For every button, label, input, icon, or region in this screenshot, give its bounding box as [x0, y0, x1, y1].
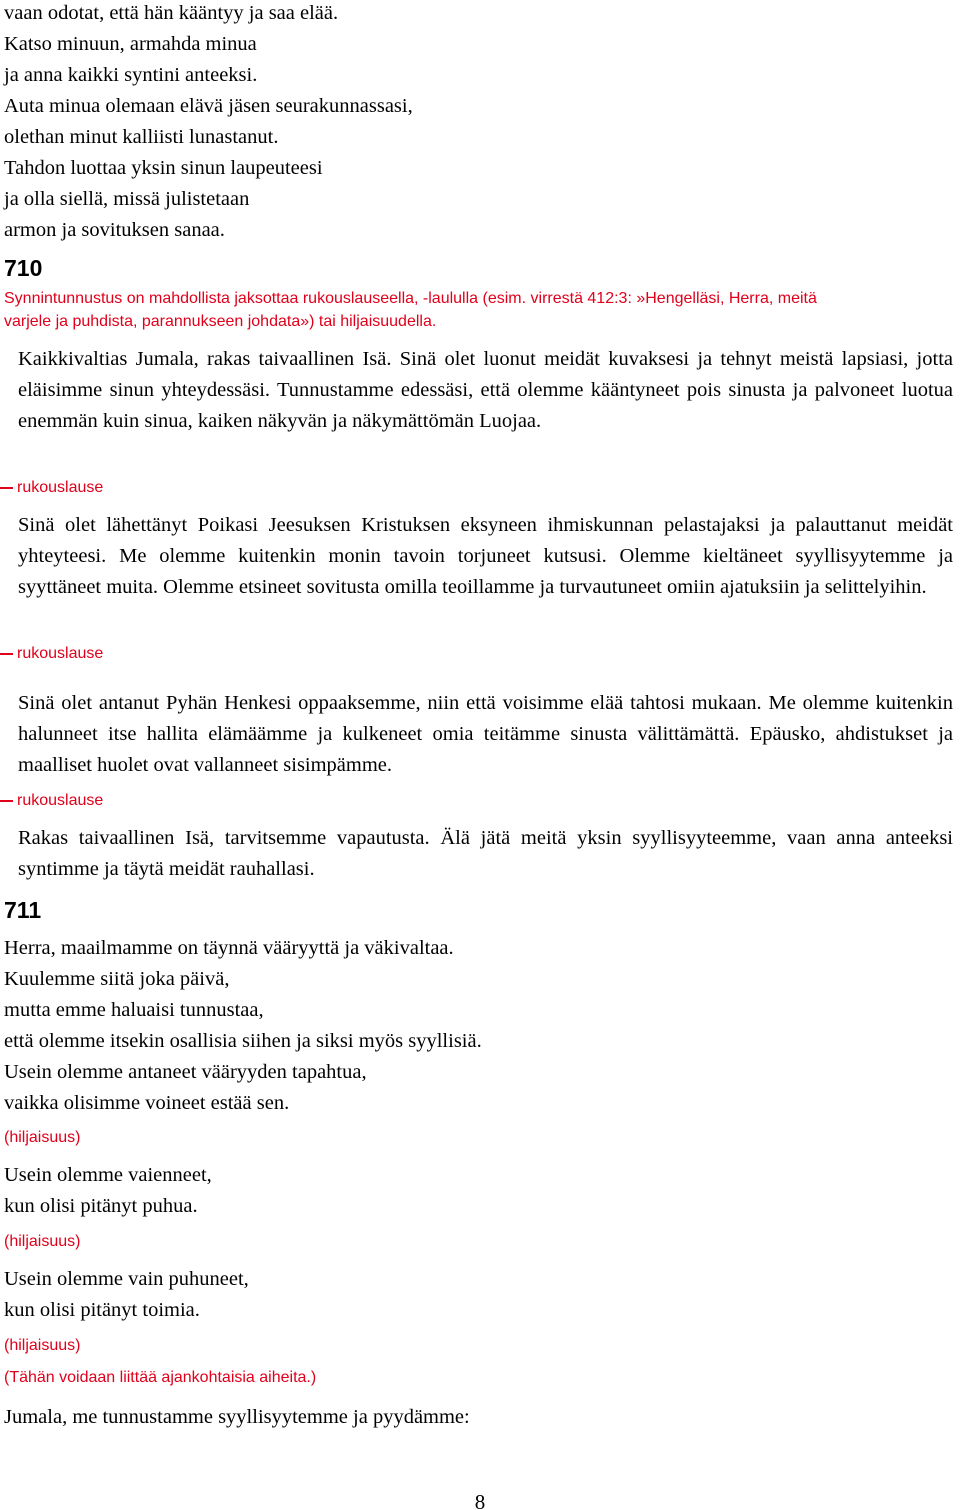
rubric-label: rukouslause [17, 479, 104, 496]
rubric-prayer-phrase [0, 645, 103, 663]
text-line: ja anna kaikki syntini anteeksi. [4, 64, 258, 86]
text-line: armon ja sovituksen sanaa. [4, 219, 225, 241]
note-rubric: (Tähän voidaan liittää ajankohtaisia aiheita.) [4, 1369, 317, 1386]
text-line: kun olisi pitänyt puhua. [4, 1195, 198, 1217]
text-line: että olemme itsekin osallisia siihen ja siksi myös syyllisiä. [4, 1030, 482, 1052]
rubric-label: rukouslause [17, 792, 104, 809]
page-number: 8 [474, 1490, 486, 1510]
dash-mark [0, 653, 13, 655]
prayer-paragraph: Rakas taivaallinen Isä, tarvitsemme vapautusta. Älä jätä meitä yksin syyllisyyteemme, vaan anna anteeksi syntimme ja täytä meidät rauhallasi. [18, 827, 953, 880]
text-line: Usein olemme antaneet vääryyden tapahtua, [4, 1061, 367, 1083]
text-line: kun olisi pitänyt toimia. [4, 1299, 200, 1321]
silence-rubric: (hiljaisuus) [4, 1337, 81, 1354]
instruction-line: Synnintunnustus on mahdollista jaksottaa rukouslauseella, -laululla (esim. virrestä 412:3: »Hengelläsi, Herra, meitä [4, 290, 817, 307]
text-line: Tahdon luottaa yksin sinun laupeuteesi [4, 157, 323, 179]
prayer-paragraph: Sinä olet lähettänyt Poikasi Jeesuksen Kristuksen eksyneen ihmiskunnan pelastajaksi ja palauttanut meidät yhteyteesi. Me olemme kuitenkin monin tavoin torjuneet kutsusi. Olemme kieltäneet syyllisyytemme ja syyttäneet muita. Olemme etsineet sovitusta omilla teoillamme ja turvautuneet omiin ajatuksiin ja selittelyihin. [18, 514, 953, 598]
text-line: ja olla siellä, missä julistetaan [4, 188, 250, 210]
section-number-710: 710 [4, 255, 43, 281]
dash-mark [0, 487, 13, 489]
instruction-line: varjele ja puhdista, parannukseen johdata») tai hiljaisuudella. [4, 313, 437, 330]
section-number-711: 711 [4, 897, 42, 923]
text-line: vaan odotat, että hän kääntyy ja saa elää. [4, 2, 339, 24]
silence-rubric: (hiljaisuus) [4, 1233, 81, 1250]
text-line: Usein olemme vaienneet, [4, 1164, 212, 1186]
prayer-paragraph: Kaikkivaltias Jumala, rakas taivaallinen Isä. Sinä olet luonut meidät kuvaksesi ja tehnyt meistä lapsiasi, jotta eläisimme sinun yhteydessäsi. Tunnustamme edessäsi, että olemme kääntyneet pois sinusta ja palvoneet luotua enemmän kuin sinua, kaiken näkyvän ja näkymättömän Luojaa. [18, 348, 953, 432]
text-line: Usein olemme vain puhuneet, [4, 1268, 249, 1290]
rubric-label: rukouslause [17, 645, 104, 662]
text-line: olethan minut kalliisti lunastanut. [4, 126, 279, 148]
prayer-paragraph: Sinä olet antanut Pyhän Henkesi oppaaksemme, niin että voisimme elää tahtosi mukaan. Me olemme kuitenkin halunneet itse hallita elämäämme ja kulkeneet omia teitämme sinusta välittämättä. Epäusko, ahdistukset ja maalliset huolet ovat vallanneet sisimpämme. [18, 692, 953, 776]
silence-rubric: (hiljaisuus) [4, 1129, 81, 1146]
text-line: vaikka olisimme voineet estää sen. [4, 1092, 290, 1114]
rubric-prayer-phrase [0, 792, 103, 810]
text-line: Kuulemme siitä joka päivä, [4, 968, 230, 990]
rubric-prayer-phrase [0, 479, 103, 497]
text-line: Auta minua olemaan elävä jäsen seurakunnassasi, [4, 95, 413, 117]
text-line: mutta emme haluaisi tunnustaa, [4, 999, 264, 1021]
text-line: Jumala, me tunnustamme syyllisyytemme ja pyydämme: [4, 1406, 470, 1428]
dash-mark [0, 800, 13, 802]
text-line: Katso minuun, armahda minua [4, 33, 257, 55]
text-line: Herra, maailmamme on täynnä vääryyttä ja väkivaltaa. [4, 937, 454, 959]
